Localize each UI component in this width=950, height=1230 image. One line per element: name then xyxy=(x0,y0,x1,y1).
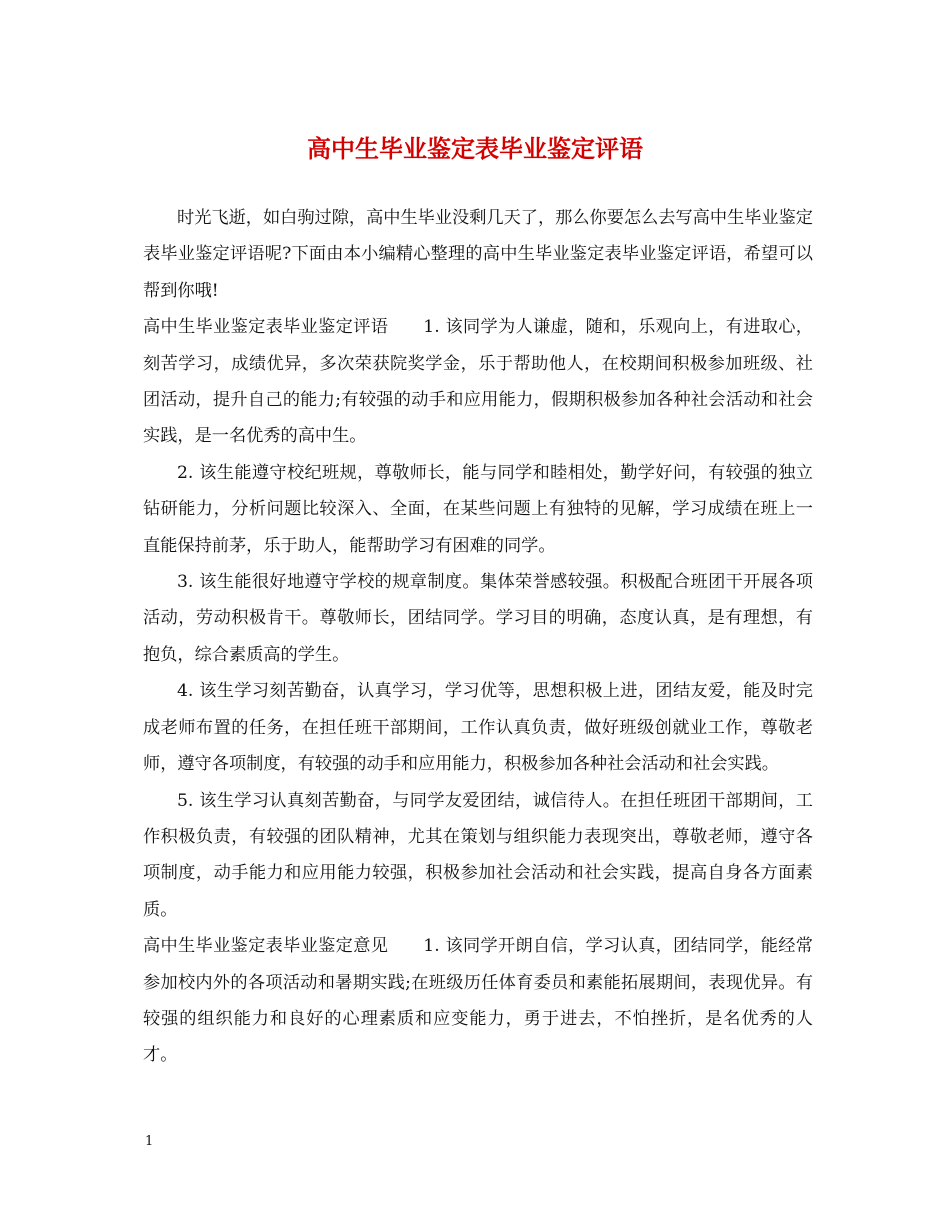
document-title: 高中生毕业鉴定表毕业鉴定评语 xyxy=(307,134,643,163)
opinion-section-paragraph: 高中生毕业鉴定表毕业鉴定意见 1. 该同学开朗自信，学习认真，团结同学，能经常参加校内外的各项活动和暑期实践;在班级历任体育委员和素能拓展期间，表现优异。有较强的组织能力和良好的心理素质和应变能力，勇于进去，不怕挫折，是名优秀的人才。 xyxy=(143,936,813,1066)
evaluation-item-2: 2. 该生能遵守校纪班规，尊敬师长，能与同学和睦相处，勤学好问，有较强的独立钻研能力，分析问题比较深入、全面，在某些问题上有独特的见解，学习成绩在班上一直能保持前茅，乐于助人，能帮助学习有困难的同学。 xyxy=(143,462,813,556)
document-body xyxy=(143,200,813,1074)
evaluation-item-5: 5. 该生学习认真刻苦勤奋，与同学友爱团结，诚信待人。在担任班团干部期间，工作积极负责，有较强的团队精神，尤其在策划与组织能力表现突出，尊敬老师，遵守各项制度，动手能力和应用能力较强，积极参加社会活动和社会实践，提高自身各方面素质。 xyxy=(143,790,813,920)
evaluation-section-paragraph: 高中生毕业鉴定表毕业鉴定评语 1. 该同学为人谦虚，随和，乐观向上，有进取心，刻苦学习，成绩优异，多次荣获院奖学金，乐于帮助他人，在校期间积极参加班级、社团活动，提升自己的能力;有较强的动手和应用能力，假期积极参加各种社会活动和社会实践，是一名优秀的高中生。 xyxy=(143,317,813,447)
evaluation-item-4: 4. 该生学习刻苦勤奋，认真学习，学习优等，思想积极上进，团结友爱，能及时完成老师布置的任务，在担任班干部期间，工作认真负责，做好班级创就业工作，尊敬老师，遵守各项制度，有较强的动手和应用能力，积极参加各种社会活动和社会实践。 xyxy=(143,681,813,775)
intro-paragraph: 时光飞逝，如白驹过隙，高中生毕业没剩几天了，那么你要怎么去写高中生毕业鉴定表毕业鉴定评语呢?下面由本小编精心整理的高中生毕业鉴定表毕业鉴定评语，希望可以帮到你哦! xyxy=(143,208,813,301)
evaluation-item-3: 3. 该生能很好地遵守学校的规章制度。集体荣誉感较强。积极配合班团干开展各项活动，劳动积极肯干。尊敬师长，团结同学。学习目的明确，态度认真，是有理想，有抱负，综合素质高的学生。 xyxy=(143,572,813,665)
page-number: 1 xyxy=(145,1134,154,1149)
